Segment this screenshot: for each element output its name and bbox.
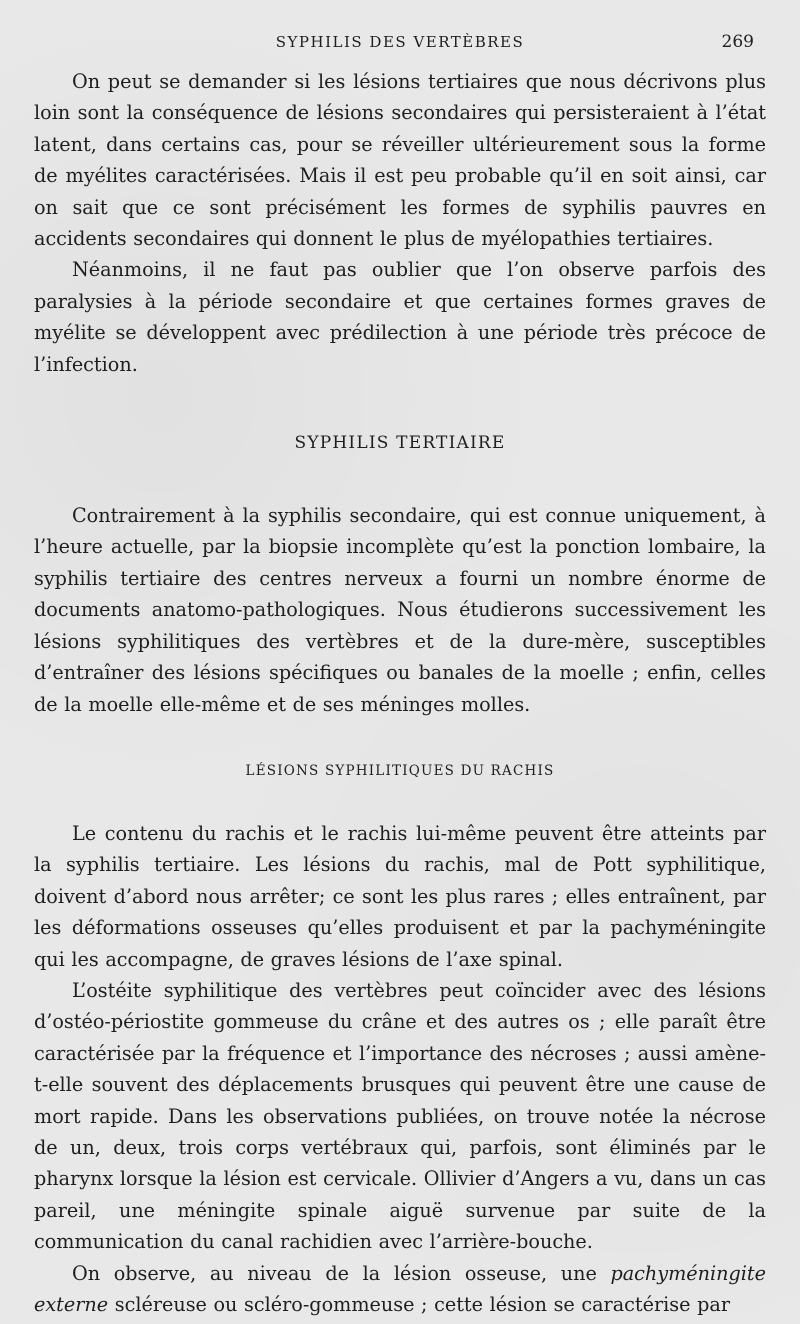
pachymeningitis-term: pachyméningite externe (34, 1261, 766, 1316)
page-header (0, 30, 800, 56)
pachymeningitis-text-end: scléreuse ou scléro-gommeuse ; cette lésion se caractérise par (108, 1293, 730, 1316)
page-body (34, 66, 766, 1320)
paragraph-secondary-paralysis: Néanmoins, il ne faut pas oublier que l’on observe parfois des paralysies à la période secondaire et que certaines formes graves de myélite se développent avec prédilection à une période très précoce de l’infection. (34, 258, 766, 376)
paragraph-osteitis: L’ostéite syphilitique des vertèbres peut coïncider avec des lésions d’ostéo-périostite gommeuse du crâne et des autres os ; elle paraît être caractérisée par la fréquence et l’importance des nécroses ; aussi amène-t-elle souvent des déplacements brusques qui peuvent être une cause de mort rapide. Dans les observations publiées, on trouve notée la nécrose de un, deux, trois corps vertébraux qui, parfois, sont éliminés par le pharynx lorsque la lésion est cervicale. Ollivier d’Angers a vu, dans un cas pareil, une méningite spinale aiguë survenue par suite de la communication du canal rachidien avec l’arrière-bouche. (34, 978, 766, 1254)
paragraph-tertiary-intro: Contrairement à la syphilis secondaire, qui est connue uniquement, à l’heure actuelle, par la biopsie incomplète qu’est la ponction lombaire, la syphilis tertiaire des centres nerveux a fourni un nombre énorme de documents anatomo-pathologiques. Nous étudierons successivement les lésions syphilitiques des vertèbres et de la dure-mère, susceptibles d’entraîner des lésions spécifiques ou banales de la moelle ; enfin, celles de la moelle elle-même et de ses méninges molles. (34, 504, 766, 716)
page-number: 269 (721, 32, 754, 52)
paragraph-rachis-lesions: Le contenu du rachis et le rachis lui-même peuvent être atteints par la syphilis tertiaire. Les lésions du rachis, mal de Pott syphilitique, doivent d’abord nous arrêter; ce sont les plus rares ; elles entraînent, par les déformations osseuses qu’elles produisent et par la pachyméningite qui les accompagne, de graves lésions de l’axe spinal. (34, 821, 766, 971)
section-title: SYPHILIS TERTIAIRE (294, 433, 506, 454)
paragraph-latent-lesions: On peut se demander si les lésions tertiaires que nous décrivons plus loin sont la conséquence de lésions secondaires qui persisteraient à l’état latent, dans certains cas, pour se réveiller ultérieurement sous la forme de myélites caractérisées. Mais il est peu probable qu’il en soit ainsi, car on sait que ce sont précisément les formes de syphilis pauvres en accidents secondaires qui donnent le plus de myélopathies tertiaires. (34, 70, 766, 251)
subsection-title: LÉSIONS SYPHILITIQUES DU RACHIS (245, 762, 555, 779)
pachymeningitis-text-start: On observe, au niveau de la lésion osseuse, une (72, 1261, 611, 1285)
running-head: SYPHILIS DES VERTÈBRES (275, 33, 525, 51)
paragraph-pachymeningitis (34, 1258, 766, 1321)
